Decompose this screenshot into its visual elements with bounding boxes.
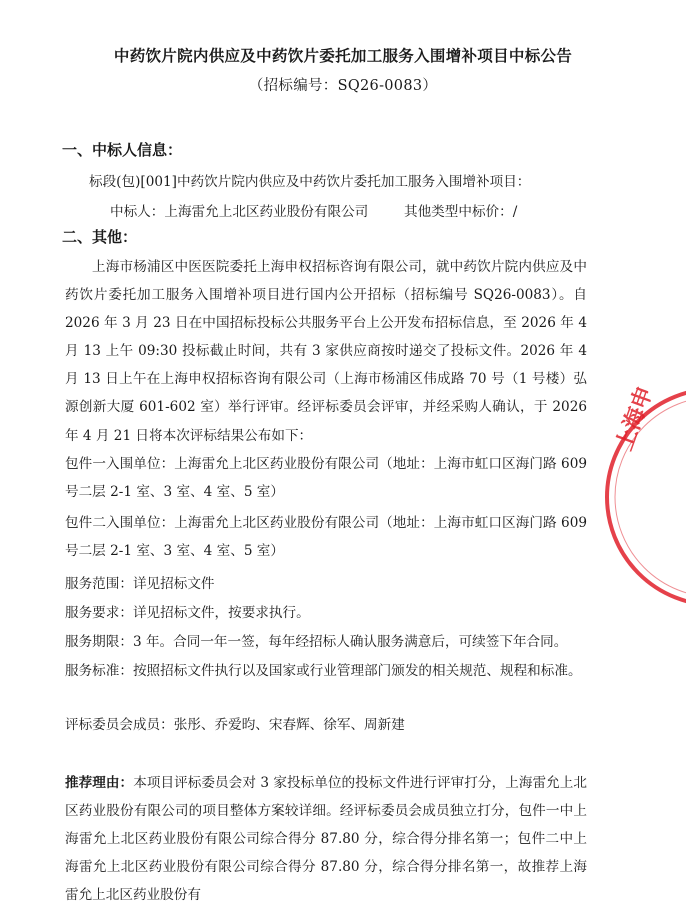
recommend-paragraph — [65, 769, 587, 909]
section-heading-winner: 一、中标人信息： — [62, 141, 183, 159]
recommend-text: 本项目评标委员会对 3 家投标单位的投标文件进行评审打分，上海雷允上北区药业股份有限公司的项目整体方案较详细。经评标委员会成员独立打分，包件一中上海雷允上北区药业股份有限公司综合得分 87.80 分，综合得分排名第一；包件二中上海雷允上北区药业股份有限公司综合得分 87.80 分，综合得分排名第一，故推荐上海雷允上北区药业股份有 — [65, 775, 587, 904]
other-price: 其他类型中标价：/ — [404, 204, 518, 220]
lot2-paragraph: 包件二入围单位：上海雷允上北区药业股份有限公司（地址：上海市虹口区海门路 609 号二层 2-1 室、3 室、4 室、5 室） — [65, 515, 587, 560]
winner-name: 中标人：上海雷允上北区药业股份有限公司 — [110, 204, 369, 220]
section-heading-other: 二、其他： — [62, 228, 138, 246]
lot-line: 标段(包)[001]中药饮片院内供应及中药饮片委托加工服务入围增补项目： — [89, 174, 531, 190]
company-seal-stamp — [600, 382, 686, 612]
intro-paragraph: 上海市杨浦区中医医院委托上海申权招标咨询有限公司，就中药饮片院内供应及中药饮片委托加工服务入围增补项目进行国内公开招标（招标编号 SQ26-0083）。自 2026 年 3 月 23 日在中国招标投标公共服务平台上公开发布招标信息，至 2026 年 4 月 13 上午 09:30 投标截止时间，共有 3 家供应商按时递交了投标文件。2026 年 4 月 13 日上午在上海申权招标咨询有限公司（上海市杨浦区伟成路 70 号（1 号楼）弘源创新大厦 601-602 室）举行评审。经评标委员会评审，并经采购人确认，于 2026 年 4 月 21 日将本次评标结果公布如下： — [65, 259, 587, 444]
committee-members: 评标委员会成员：张彤、乔爱昀、宋春辉、徐军、周新建 — [65, 717, 405, 733]
service-requirement: 服务要求：详见招标文件，按要求执行。 — [65, 605, 310, 621]
recommend-label: 推荐理由： — [65, 775, 134, 791]
tender-number: （招标编号：SQ26-0083） — [248, 78, 438, 94]
lot1-paragraph: 包件一入围单位：上海雷允上北区药业股份有限公司（地址：上海市虹口区海门路 609 号二层 2-1 室、3 室、4 室、5 室） — [65, 456, 587, 501]
service-standard: 服务标准：按照招标文件执行以及国家或行业管理部门颁发的相关规范、规程和标准。 — [65, 663, 582, 679]
service-scope: 服务范围：详见招标文件 — [65, 576, 215, 592]
service-period: 服务期限：3 年。合同一年一签，每年经招标人确认服务满意后，可续签下年合同。 — [65, 634, 568, 650]
seal-text: 上海申 — [611, 383, 659, 455]
page-title: 中药饮片院内供应及中药饮片委托加工服务入围增补项目中标公告 — [113, 46, 573, 65]
